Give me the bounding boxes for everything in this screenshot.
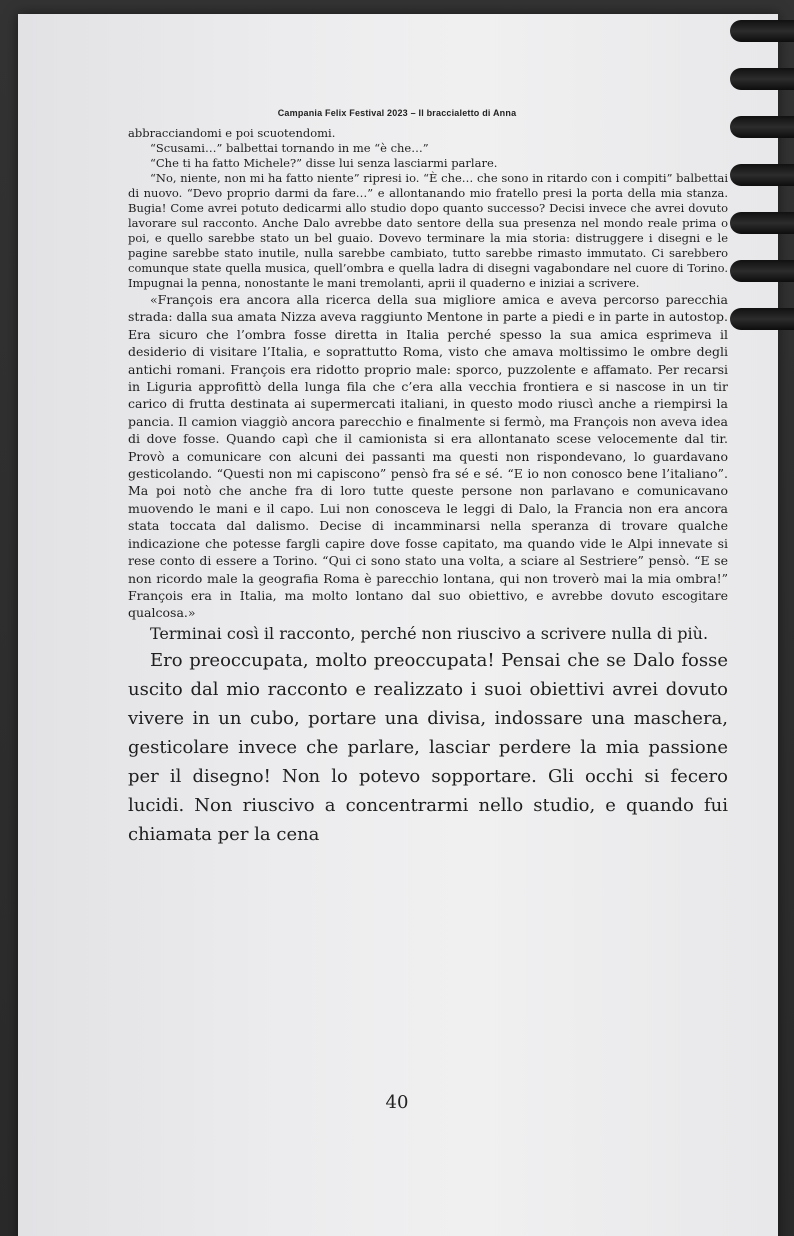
paragraph: abbracciandomi e poi scuotendomi. xyxy=(128,126,336,140)
binding-ring xyxy=(730,68,794,90)
page-body xyxy=(128,126,728,849)
binding-ring xyxy=(730,116,794,138)
paragraph: “Che ti ha fatto Michele?” disse lui senza lasciarmi parlare. xyxy=(150,156,498,170)
paragraph: Terminai così il racconto, perché non riuscivo a scrivere nulla di più. xyxy=(150,623,709,643)
running-header: Campania Felix Festival 2023 – Il braccialetto di Anna xyxy=(277,108,517,118)
binding-ring xyxy=(730,20,794,42)
binding-ring xyxy=(730,260,794,282)
binding-ring xyxy=(730,308,794,330)
paragraph: “Scusami…” balbettai tornando in me “è che…” xyxy=(150,141,429,155)
paragraph: “No, niente, non mi ha fatto niente” ripresi io. “È che… che sono in ritardo con i compiti” balbettai di nuovo. “Devo proprio darmi da fare…” e allontanando mio fratello presi la porta della mia stanza. Bugia! Come avrei potuto dedicarmi allo studio dopo quanto successo? Decisi invece che avrei dovuto lavorare sul racconto. Anche Dalo avrebbe dato sentore della sua presenza nel mondo reale prima o poi, e quello sarebbe stato un bel guaio. Dovevo terminare la mia storia: distruggere i disegni e le pagine sarebbe stato inutile, nulla sarebbe cambiato, tutto sarebbe rimasto immutato. Ci sarebbero comunque state quella musica, quell’ombra e quella ladra di disegni vagabondare nel cuore di Torino. Impugnai la penna, nonostante le mani tremolanti, aprii il quaderno e iniziai a scrivere. xyxy=(128,171,728,290)
page-number: 40 xyxy=(385,1092,409,1113)
binding-ring xyxy=(730,164,794,186)
paragraph: «François era ancora alla ricerca della sua migliore amica e aveva percorso parecchia strada: dalla sua amata Nizza aveva raggiunto Mentone in parte a piedi e in parte in autostop. Era sicuro che l’ombra fosse diretta in Italia perché spesso la sua amica esprimeva il desiderio di visitare l’Italia, e soprattutto Roma, visto che amava moltissimo le ombre degli antichi romani. François era ridotto proprio male: sporco, puzzolente e affamato. Per recarsi in Liguria approfittò della lunga fila che c’era alla vecchia frontiera e si nascose in un tir carico di frutta destinata ai supermercati italiani, in questo modo riuscì anche a riempirsi la pancia. Il camion viaggiò ancora parecchio e finalmente si fermò, ma François non aveva idea di dove fosse. Quando capì che il camionista si era allontanato scese velocemente dal tir. Provò a comunicare con alcuni dei passanti ma questi non rispondevano, lo guardavano gesticolando. “Questi non mi capiscono” pensò fra sé e sé. “E io non conosco bene l’italiano”. Ma poi notò che anche fra di loro tutte queste persone non parlavano e comunicavano muovendo le mani e il capo. Lui non conosceva le leggi di Dalo, la Francia non era ancora stata toccata dal dalismo. Decise di incamminarsi nella speranza di trovare qualche indicazione che potesse fargli capire dove fosse capitato, ma quando vide le Alpi innevate si rese conto di essere a Torino. “Qui ci sono stato una volta, a sciare al Sestriere” pensò. “E se non ricordo male la geografia Roma è parecchio lontana, qui non troverò mai la mia ombra!” François era in Italia, ma molto lontano dal suo obiettivo, e avrebbe dovuto escogitare qualcosa.» xyxy=(128,292,728,621)
spiral-binding xyxy=(724,20,794,340)
binding-ring xyxy=(730,212,794,234)
paragraph: Ero preoccupata, molto preoccupata! Pensai che se Dalo fosse uscito dal mio racconto e realizzato i suoi obiettivi avrei dovuto vivere in un cubo, portare una divisa, indossare una maschera, gesticolare invece che parlare, lasciar perdere la mia passione per il disegno! Non lo potevo sopportare. Gli occhi si fecero lucidi. Non riuscivo a concentrarmi nello studio, e quando fui chiamata per la cena xyxy=(128,649,728,845)
